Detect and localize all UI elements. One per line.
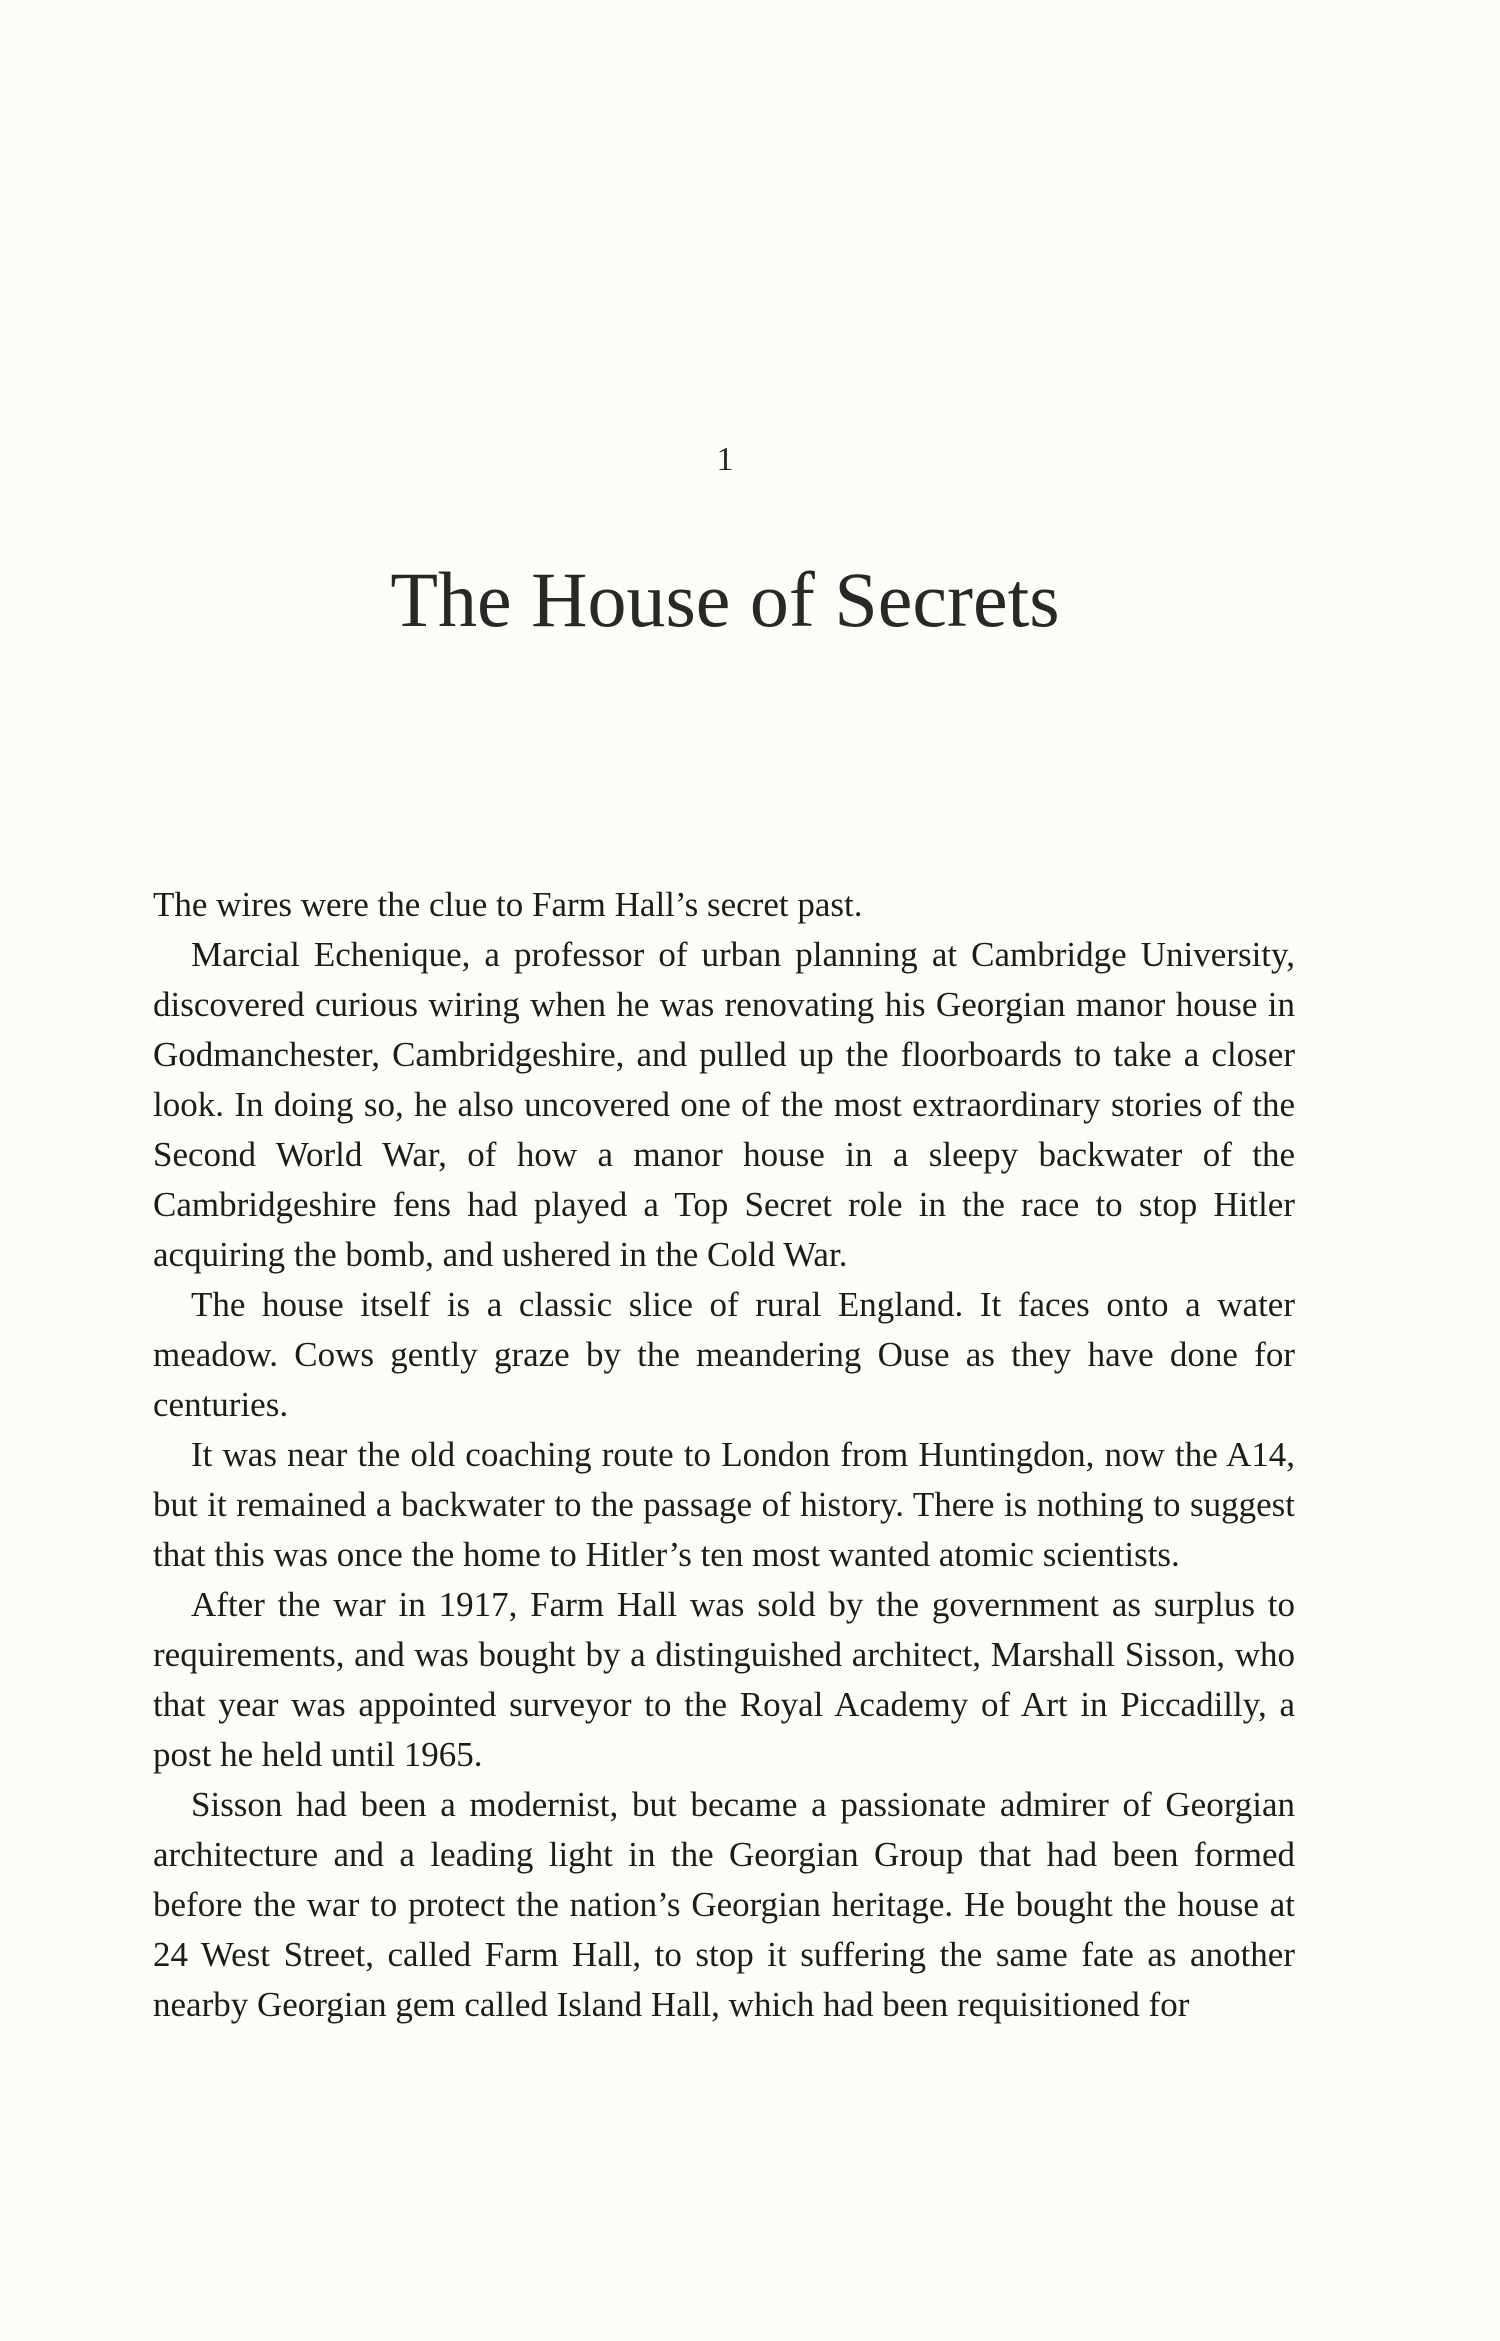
chapter-number: 1 [716,441,734,478]
paragraph: Sisson had been a modernist, but became a passionate admirer of Georgian architecture and a leading light in the Georgian Group that had been formed before the war to protect the nation’s Georgian heritage. He bought the house at 24 West Street, called Farm Hall, to stop it suffering the same fate as another nearby Georgian gem called Island Hall, which had been requisitioned for [153,1785,1295,2024]
paragraph: After the war in 1917, Farm Hall was sold by the government as surplus to requirements, and was bought by a distinguished architect, Marshall Sisson, who that year was appointed surveyor to the Royal Academy of Art in Piccadilly, a post he held until 1965. [153,1585,1295,1774]
chapter-title: The House of Secrets [390,556,1060,643]
paragraph: Marcial Echenique, a professor of urban planning at Cambridge University, discovered curious wiring when he was renovating his Georgian manor house in Godmanchester, Cambridgeshire, and pulled up the floorboards to take a closer look. In doing so, he also uncovered one of the most extraordinary stories of the Second World War, of how a manor house in a sleepy backwater of the Cambridgeshire fens had played a Top Secret role in the race to stop Hitler acquiring the bomb, and ushered in the Cold War. [153,935,1295,1274]
paragraph: The house itself is a classic slice of rural England. It faces onto a water meadow. Cows gently graze by the meandering Ouse as they have done for centuries. [153,1285,1295,1424]
chapter-body [153,880,1295,2030]
paragraph: The wires were the clue to Farm Hall’s secret past. [153,885,863,924]
paragraph: It was near the old coaching route to London from Huntingdon, now the A14, but it remained a backwater to the passage of history. There is nothing to suggest that this was once the home to Hitler’s ten most wanted atomic scientists. [153,1435,1295,1574]
